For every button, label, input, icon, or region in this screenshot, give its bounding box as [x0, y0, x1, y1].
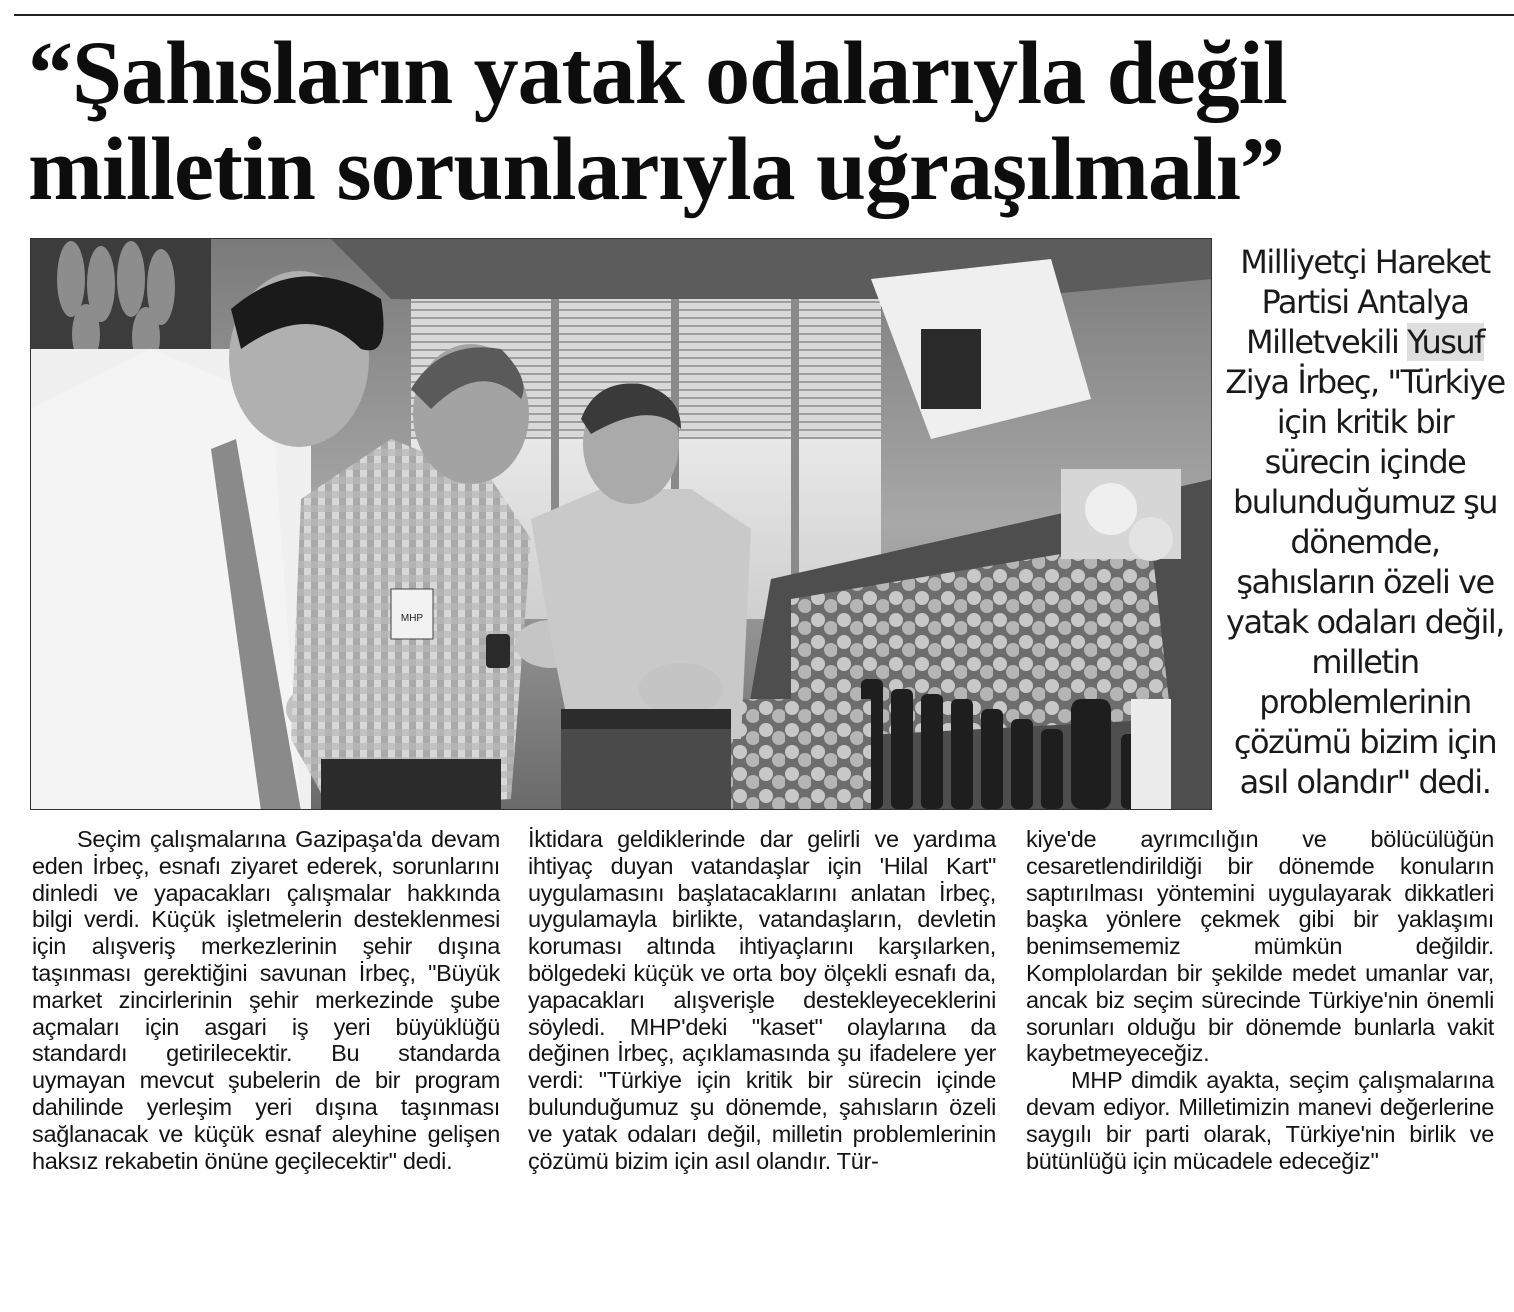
headline-line-2: milletin sorunlarıyla uğraşılmalı”	[28, 120, 1285, 219]
column-3-paragraph-2: MHP dimdik ayakta, seçim çalışmalarına devam ediyor. Milletimizin manevi değerlerine saygılı bir parti olarak, Türkiye'nin birlik ve bütünlüğü için mücadele edeceğiz"	[1026, 1067, 1494, 1174]
highlighted-name: Yusuf	[1407, 323, 1484, 361]
article-column-1	[32, 826, 500, 1174]
headline-line-1: “Şahısların yatak odalarıyla değil	[28, 24, 1287, 123]
top-rule	[14, 14, 1514, 16]
article-column-2	[528, 826, 996, 1174]
column-2-paragraph: İktidara geldiklerinde dar gelirli ve yardıma ihtiyaç duyan vatandaşlar için 'Hilal Kart" uygulamasını başlatacaklarını anlatan İrbeç, uygulamayla birlikte, vatandaşların, devletin koruması altında ihtiyaçlarını karşılarken, bölgedeki küçük ve orta boy ölçekli esnafı da, yapacakları alışverişle destekleyeceklerini söyledi. MHP'deki "kaset" olaylarına da değinen İrbeç, açıklamasında şu ifadelere yer verdi: "Türkiye için kritik bir sürecin içinde bulunduğumuz şu dönemde, şahısların özeli ve yatak odaları değil, milletin problemlerinin çözümü bizim için asıl olandır. Tür-	[528, 826, 996, 1174]
column-1-paragraph: Seçim çalışmalarına Gazipaşa'da devam eden İrbeç, esnafı ziyaret ederek, sorunlarını dinledi ve yapacakları çalışmalar hakkında bilgi verdi. Küçük işletmelerin desteklenmesi için alışveriş merkezlerinin şehir dışına taşınması gerektiğini savunan İrbeç, "Büyük market zincirlerinin şehir merkezinde şube açmaları için asgari iş yeri büyüklüğü standardı getirilecektir. Bu standarda uymayan mevcut şubelerin de bir program dahilinde yerleşim yeri dışına taşınması sağlanacak ve küçük esnaf aleyhine gelişen haksız rekabetin önüne geçilecektir" dedi.	[32, 826, 500, 1174]
column-3-paragraph-1: kiye'de ayrımcılığın ve bölücülüğün cesaretlendirildiği bir dönemde konuların saptırılması yöntemini uygulayarak dikkatleri başka yönlere çekmek gibi bir yaklaşımı benimsememiz mümkün değildir. Komplolardan bir şekilde medet umanlar var, ancak biz seçim sürecinde Türkiye'nin önemli sorunları olduğu bir dönemde bunlarla vakit kaybetmeyeceğiz.	[1026, 826, 1494, 1067]
sidebar-quote-end: Ziya İrbeç, "Türkiye için kritik bir sürecin içinde bulunduğumuz şu dönemde, şahısların özeli ve yatak odaları değil, milletin problemlerinin çözümü bizim için asıl olandır" dedi.	[1225, 363, 1505, 801]
mhp-badge-text: MHP	[400, 613, 424, 624]
news-photo	[30, 238, 1212, 810]
article-column-3	[1026, 826, 1494, 1174]
headline	[28, 26, 1498, 218]
sidebar-quote	[1222, 242, 1508, 802]
sidebar-quote-start: Milliyetçi Hareket Partisi Antalya Milletvekili	[1240, 243, 1490, 361]
